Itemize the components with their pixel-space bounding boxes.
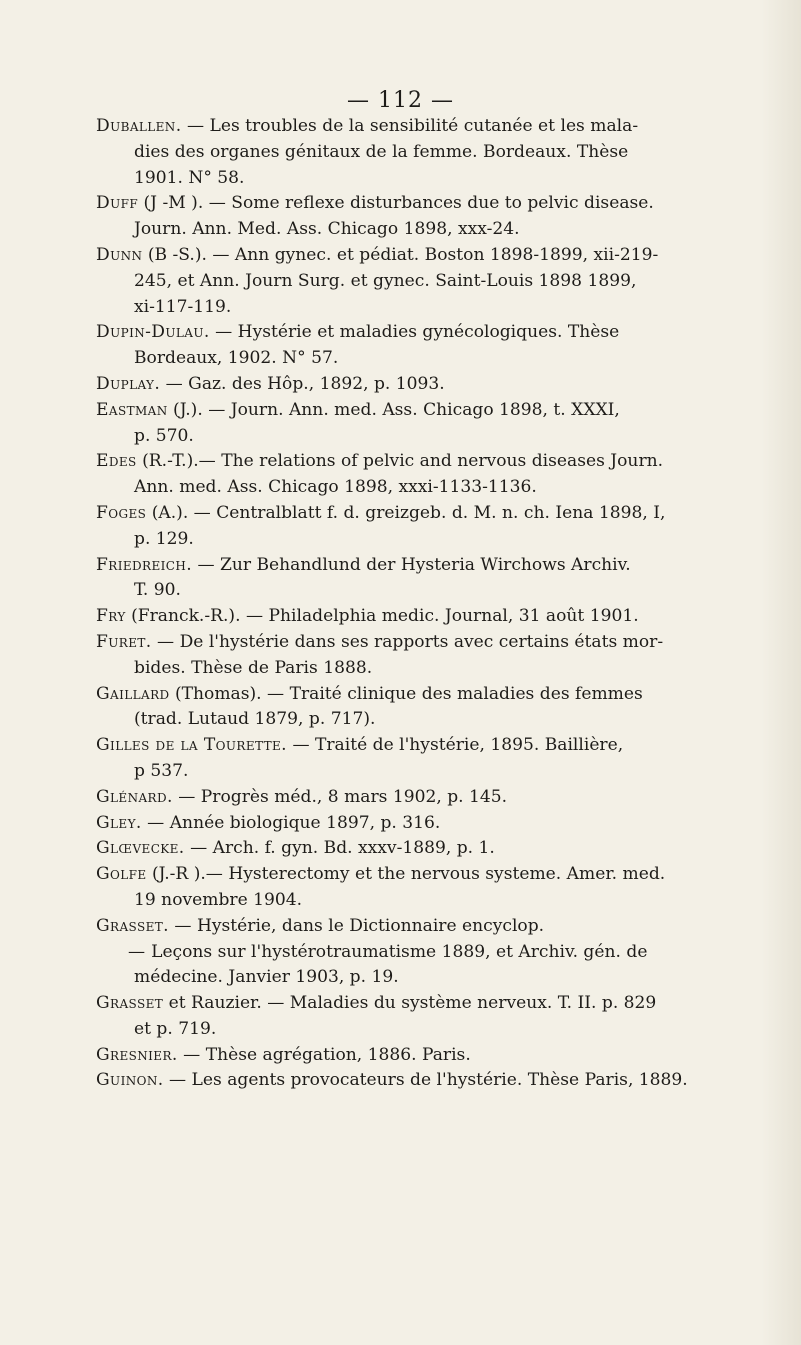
bibliography-entry	[96, 862, 764, 914]
bibliography-list	[96, 114, 764, 1094]
entry-author: Grasset.	[96, 915, 169, 936]
entry-text: — Année biologique 1897, p. 316.	[141, 812, 441, 833]
entry-author: Duplay.	[96, 373, 161, 394]
entry-text: et Rauzier. — Maladies du système nerveux. T. II. p. 829 et p. 719.	[134, 993, 657, 1039]
entry-text: (A.). — Centralblatt f. d. greizgeb. d. M. n. ch. Iena 1898, I, p. 129.	[134, 502, 666, 549]
entry-author: Dupin-Dulau.	[96, 322, 210, 343]
entry-author: Glénard.	[96, 786, 173, 807]
bibliography-entry	[96, 191, 764, 243]
entry-author: Eastman	[96, 399, 168, 420]
entry-text: — Hystérie, dans le Dictionnaire encyclop.	[168, 915, 545, 936]
bibliography-entry	[96, 811, 764, 837]
entry-author: Gaillard	[96, 683, 170, 704]
bibliography-entry	[96, 914, 764, 940]
entry-text: (B -S.). — Ann gynec. et pédiat. Boston 1898-1899, xii-219- 245, et Ann. Journ Surg. et gynec. Saint-Louis 1898 1899, xi-117-119.	[134, 244, 659, 317]
entry-text: — Thèse agrégation, 1886. Paris.	[177, 1044, 471, 1065]
entry-text: (J.-R ).— Hysterectomy et the nervous systeme. Amer. med. 19 novembre 1904.	[134, 864, 666, 910]
entry-author: Edes	[96, 451, 137, 472]
entry-text: — Les troubles de la sensibilité cutanée et les mala- dies des organes génitaux de la femme. Bordeaux. Thèse 1901. N° 58.	[134, 116, 639, 188]
bibliography-entry	[96, 630, 764, 682]
entry-author: Golfe	[96, 864, 147, 885]
bibliography-entry	[96, 449, 764, 501]
entry-text: — De l'hystérie dans ses rapports avec certains états mor- bides. Thèse de Paris 1888.	[134, 631, 664, 678]
entry-author: Friedreich.	[96, 554, 193, 575]
entry-text: (Thomas). — Traité clinique des maladies des femmes (trad. Lutaud 1879, p. 717).	[134, 683, 643, 730]
bibliography-entry	[96, 501, 764, 553]
page-edge-shading	[761, 0, 801, 1345]
entry-author: Duballen.	[96, 116, 182, 136]
bibliography-entry	[96, 320, 764, 372]
entry-text: — Hystérie et maladies gynécologiques. Thèse Bordeaux, 1902. N° 57.	[134, 322, 620, 369]
bibliography-entry	[96, 682, 764, 734]
entry-author: Foges	[96, 502, 147, 523]
entry-text: — Les agents provocateurs de l'hystérie. Thèse Paris, 1889.	[163, 1070, 688, 1091]
entry-author: Grasset	[96, 993, 164, 1014]
entry-text: — Arch. f. gyn. Bd. xxxv-1889, p. 1.	[184, 838, 495, 859]
bibliography-entry	[96, 398, 764, 450]
entry-text: (J.). — Journ. Ann. med. Ass. Chicago 1898, t. XXXI, p. 570.	[134, 399, 620, 446]
bibliography-entry	[96, 836, 764, 862]
bibliography-entry	[96, 372, 764, 398]
entry-author: Guinon.	[96, 1070, 164, 1091]
page-number: — 112 —	[347, 88, 454, 113]
bibliography-entry	[96, 733, 764, 785]
bibliography-entry	[96, 114, 764, 191]
entry-text: — Progrès méd., 8 mars 1902, p. 145.	[172, 786, 508, 807]
entry-author: Gresnier.	[96, 1044, 178, 1065]
entry-author: Glœvecke.	[96, 838, 185, 859]
entry-text: — Zur Behandlund der Hysteria Wirchows Archiv. T. 90.	[134, 554, 631, 601]
entry-text: (J -M ). — Some reflexe disturbances due to pelvic disease. Journ. Ann. Med. Ass. Chicago 1898, xxx-24.	[134, 193, 654, 240]
bibliography-entry	[96, 243, 764, 320]
bibliography-entry	[96, 940, 764, 992]
bibliography-entry	[96, 785, 764, 811]
entry-text: (Franck.-R.). — Philadelphia medic. Journal, 31 août 1901.	[125, 606, 639, 627]
bibliography-entry	[96, 1068, 764, 1094]
entry-text: Leçons sur l'hystérotraumatisme 1889, et Archiv. gén. de médecine. Janvier 1903, p. 19.	[134, 941, 648, 988]
bibliography-entry	[96, 604, 764, 630]
entry-author: Gley.	[96, 812, 142, 833]
entry-text: — Gaz. des Hôp., 1892, p. 1093.	[160, 373, 445, 394]
bibliography-entry	[96, 991, 764, 1043]
entry-author: Duff	[96, 193, 139, 214]
entry-text: — Traité de l'hystérie, 1895. Baillière, p 537.	[134, 735, 624, 781]
entry-author: Gilles de la Tourette.	[96, 735, 288, 756]
entry-author: Dunn	[96, 244, 143, 265]
bibliography-entry	[96, 553, 764, 605]
entry-author: Fry	[96, 606, 126, 627]
entry-text: (R.-T.).— The relations of pelvic and nervous diseases Journ. Ann. med. Ass. Chicago 1898, xxxi-1133-1136.	[134, 451, 664, 498]
continuation-dash: —	[128, 941, 146, 962]
entry-author: Furet.	[96, 631, 152, 652]
bibliography-entry	[96, 1043, 764, 1069]
